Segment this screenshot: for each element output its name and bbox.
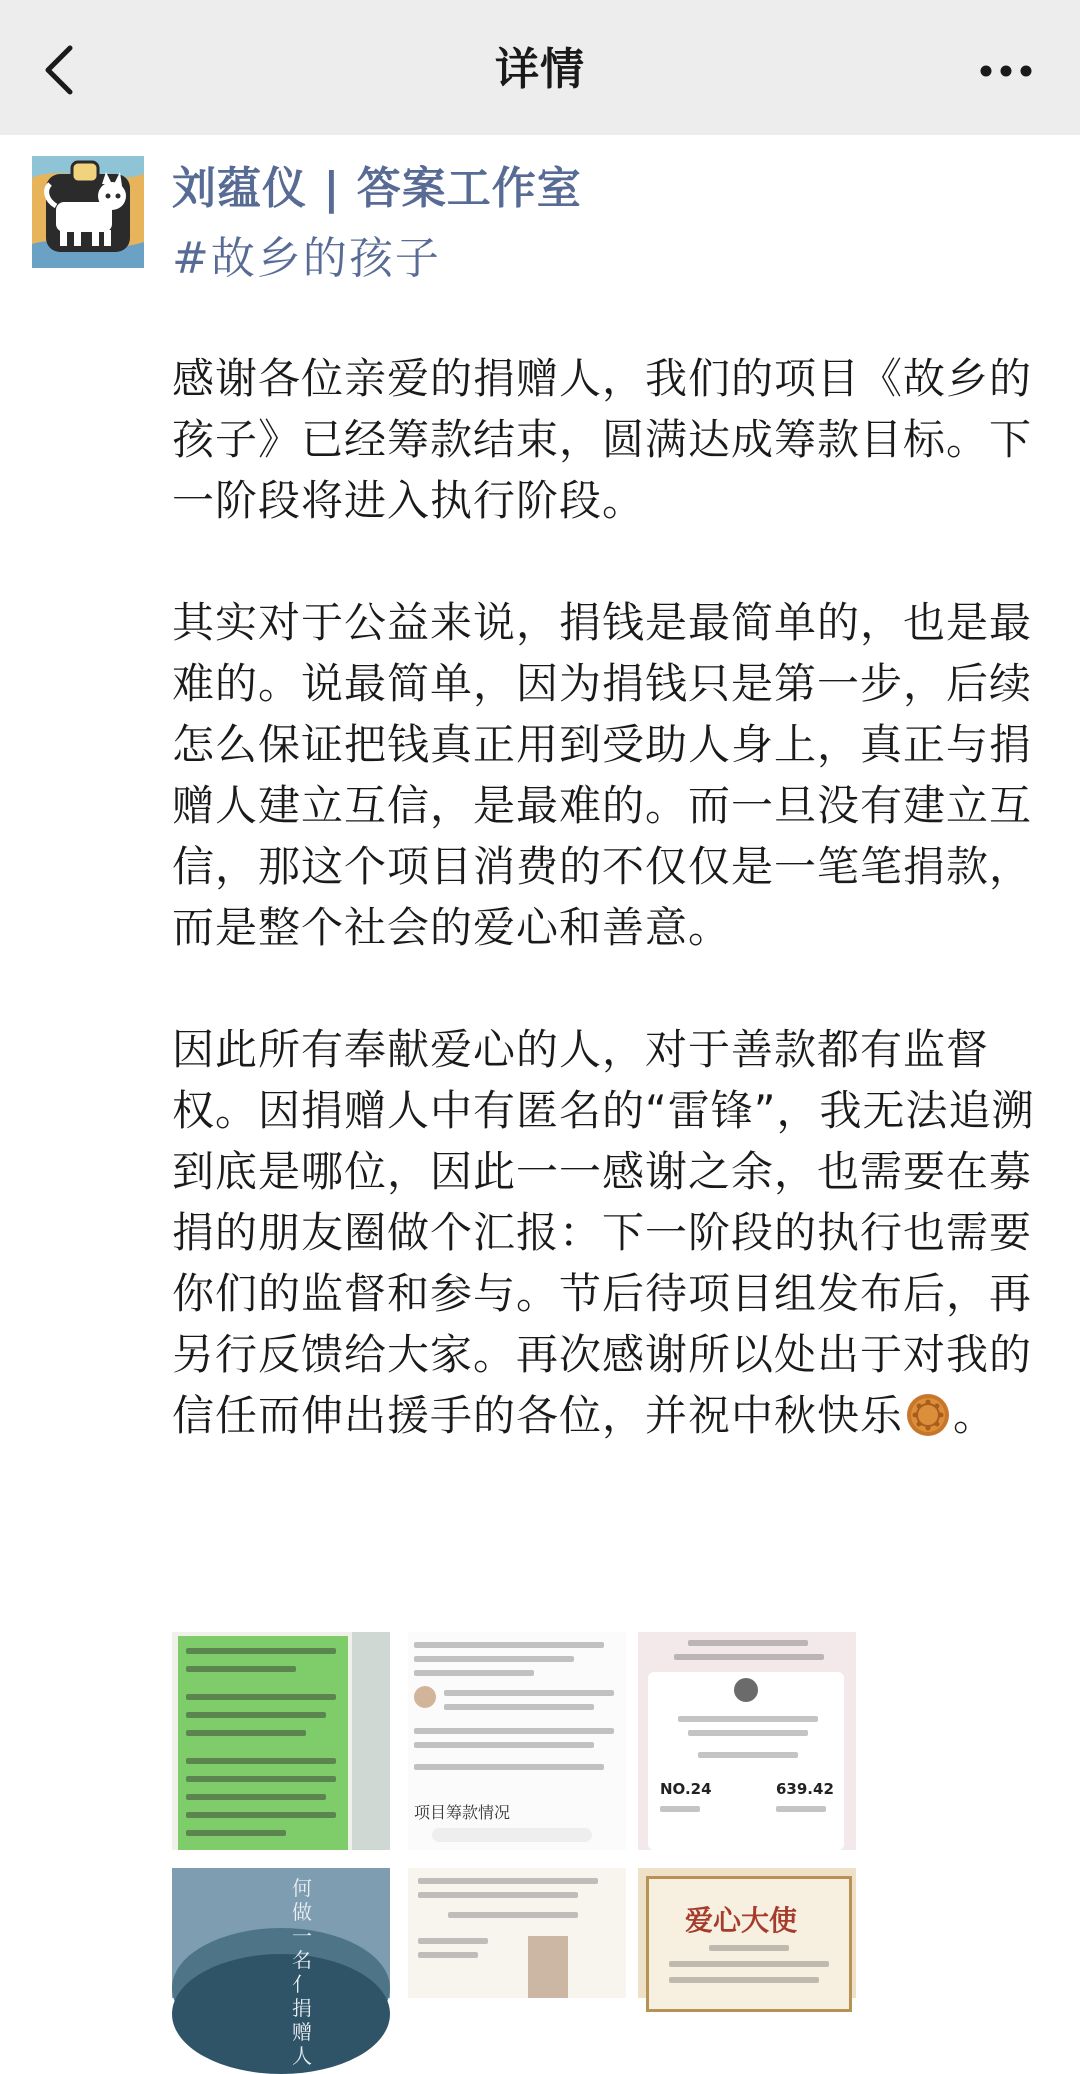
- avatar[interactable]: [32, 156, 144, 268]
- certificate-title: 爱心大使: [685, 1904, 798, 1937]
- post-image-6[interactable]: [638, 1868, 856, 1998]
- card-right-value: 639.42: [776, 1780, 834, 1798]
- mooncake-icon: [905, 1392, 951, 1438]
- poster-vertical-text: 何做一名亻捐赠人: [292, 1876, 312, 2068]
- post-image-3[interactable]: [638, 1632, 856, 1850]
- post-paragraph-2: 其实对于公益来说，捐钱是最简单的，也是最难的。说最简单，因为捐钱只是第一步，后续怎么保证把钱真正用到受助人身上，真正与捐赠人建立互信，是最难的。而一旦没有建立互信，那这个项目消费的不仅仅是一笔笔捐款，而是整个社会的爱心和善意。: [172, 598, 1033, 952]
- certificate-card: [648, 1672, 844, 1850]
- page-title: 详情: [495, 44, 585, 95]
- progress-track: [432, 1828, 592, 1842]
- post-paragraph-3: [172, 1019, 1042, 1446]
- post-paragraph-3-text: 因此所有奉献爱心的人，对于善款都有监督权。因捐赠人中有匿名的“雷锋”，我无法追溯到底是哪位，因此一一感谢之余，也需要在募捐的朋友圈做个汇报：下一阶段的执行也需要你们的监督和参与。节后待项目组发布后，再另行反馈给大家。再次感谢所以处出于对我的信任而伸出援手的各位，并祝中秋快乐: [172, 1025, 1035, 1440]
- post-image-2[interactable]: [408, 1632, 626, 1850]
- nav-bar: [0, 0, 1080, 135]
- hashtag-link[interactable]: #故乡的孩子: [172, 233, 441, 284]
- author-name[interactable]: 刘蕴仪 | 答案工作室: [172, 163, 582, 214]
- post-paragraph-3-end: 。: [953, 1391, 997, 1440]
- avatar-cat-illustration: [32, 156, 144, 268]
- card-avatar: [734, 1678, 758, 1702]
- post-paragraph-1: 感谢各位亲爱的捐赠人，我们的项目《故乡的孩子》已经筹款结束，圆满达成筹款目标。下一阶段将进入执行阶段。: [172, 354, 1033, 525]
- post-image-5[interactable]: [408, 1868, 626, 1998]
- image-side-panel: [352, 1632, 390, 1850]
- image-grid: [172, 1632, 858, 2068]
- portrait-photo: [528, 1936, 568, 1998]
- more-button[interactable]: [976, 56, 1036, 86]
- post-body: [172, 348, 1042, 1446]
- more-dots-icon: [976, 56, 1036, 86]
- post-image-4[interactable]: [172, 1868, 390, 2068]
- small-avatar: [414, 1686, 436, 1708]
- card-left-value: NO.24: [660, 1780, 712, 1798]
- post-image-1[interactable]: [172, 1632, 390, 1850]
- certificate-frame: [646, 1876, 852, 2012]
- thumb-heading: 项目筹款情况: [414, 1803, 511, 1822]
